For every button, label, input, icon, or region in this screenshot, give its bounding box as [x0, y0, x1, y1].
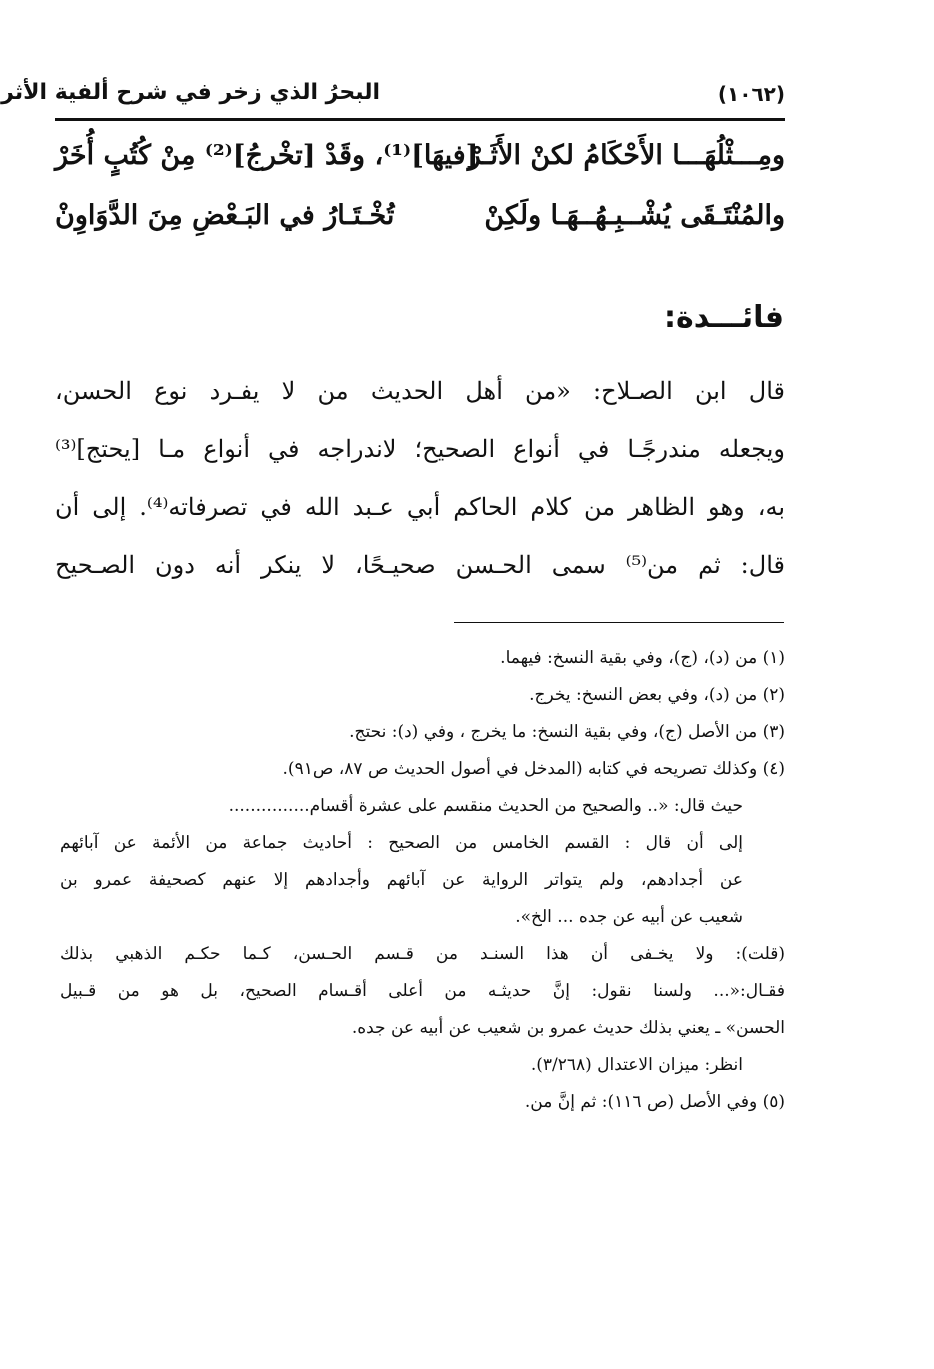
footnote-quote-line: شعيب عن أبيه عن جده ... الخ».	[515, 907, 743, 927]
footnote-quote-text: حيث قال: «.. والصحيح من الحديث منقسم على عشرة أقسام	[309, 796, 743, 816]
verse-first-hemistich: ومِـــثْلُهَـــا الأَحْكَامُ لكنْ الأَثَـرْ	[467, 140, 785, 171]
page-header	[1, 78, 785, 122]
verse-first-hemistich: والمُنْتَـقَى يُشْــبِـهُــهَـا ولَكِنْ	[484, 200, 785, 231]
footnote-note-line: فقـال:«... ولسنا نقول: إنَّ حديثـه من أعلى أقـسام الصحيح، بل هو من قـبيل	[60, 981, 785, 1001]
footnote-note-line: الحسن» ـ يعني بذلك حديث عمرو بن شعيب عن أبيه عن جده.	[351, 1018, 785, 1038]
verse-second-hemistich: [فيهَا]⁽¹⁾، وقَدْ [تخْرجُ]⁽²⁾ مِنْ كُتُبٍ أُخَرْ	[55, 140, 479, 171]
verse-line	[55, 200, 785, 260]
footnote-3: (٣) من الأصل (ج)، وفي بقية النسخ: ما يخرج ، وفي (د): نحتج.	[349, 722, 785, 742]
section-heading-faida: فائـــدة:	[664, 300, 784, 335]
header-rule	[55, 118, 785, 121]
paragraph-line: ويجعله مندرجًـا في أنواع الصحيح؛ لاندراجه في أنواع مـا [يحتج]⁽³⁾	[55, 435, 785, 463]
footnote-1: (١) من (د)، (ج)، وفي بقية النسخ: فيهما.	[500, 648, 785, 668]
book-title: البحرُ الذي زخر في شرح ألفية الأثر	[1, 80, 380, 105]
footnote-quote-line	[60, 788, 785, 825]
poem-verses	[55, 140, 785, 260]
footnotes	[60, 640, 785, 1121]
paragraph-line: قال: ثم من⁽⁵⁾ سمى الحـسن صحيـحًا، لا ينكر أنه دون الصـحيح	[55, 551, 785, 579]
main-paragraph	[55, 365, 785, 597]
paragraph-line: به، وهو الظاهر من كلام الحاكم أبي عـبد الله في تصرفاته⁽⁴⁾. إلى أن	[55, 493, 785, 521]
footnote-5: (٥) وفي الأصل (ص ١١٦): ثم إنَّ من.	[524, 1092, 785, 1112]
ellipsis-dots: ...............	[228, 796, 310, 816]
footnote-4: (٤) وكذلك تصريحه في كتابه (المدخل في أصول الحديث ص ٨٧، ص٩١).	[282, 759, 785, 779]
page-number: (١٠٦٢)	[717, 82, 785, 106]
footnote-quote-line: عن أجدادهم، ولم يتواتر الرواية عن آبائهم وأجدادهم إلا عنهم كصحيفة عمرو بن	[60, 870, 743, 890]
verse-second-hemistich: تُخْـتَـارُ في البَـعْضِ مِنَ الدَّوَاوِنْ	[55, 200, 395, 231]
footnote-separator	[454, 622, 784, 623]
footnote-quote-line: إلى أن قال : القسم الخامس من الصحيح : أحاديث جماعة من الأئمة عن آبائهم	[60, 833, 743, 853]
footnote-note-line: (قلت): ولا يخـفى أن هذا السنـد من قـسم الحـسن، كـما حكـم الذهبي بذلك	[60, 944, 785, 964]
footnote-2: (٢) من (د)، وفي بعض النسخ: يخرج.	[529, 685, 785, 705]
verse-line	[55, 140, 785, 200]
paragraph-line: قال ابن الصـلاح: «من أهل الحديث من لا يفـرد نوع الحسن،	[55, 377, 785, 405]
footnote-reference: انظر: ميزان الاعتدال (٣/٢٦٨).	[530, 1055, 743, 1075]
